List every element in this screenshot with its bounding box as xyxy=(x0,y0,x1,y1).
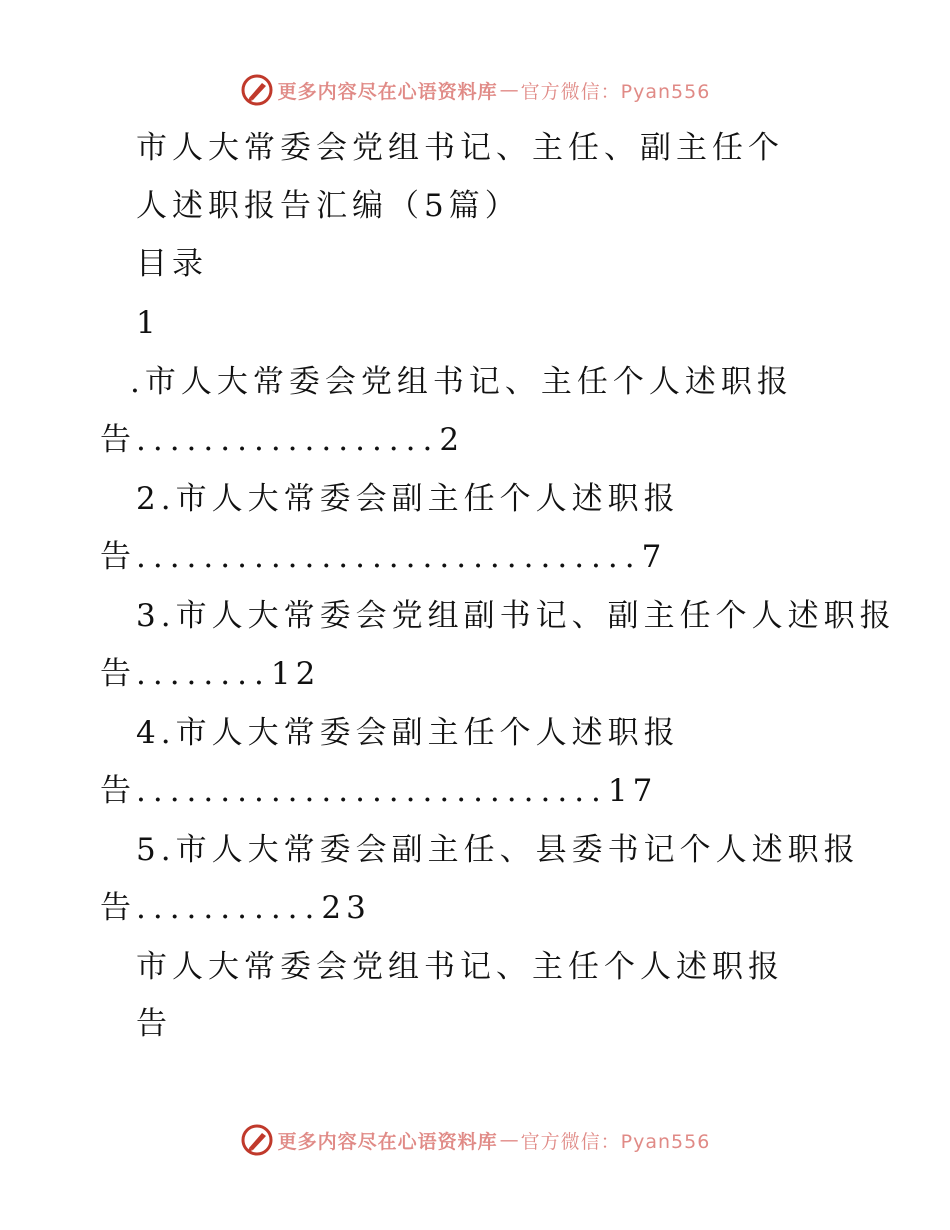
toc-item-1-dots: .................. xyxy=(136,422,440,458)
toc-item-2-dots: .............................. xyxy=(136,539,642,575)
toc-item-3-text: 3.市人大常委会党组副书记、副主任个人述职报 xyxy=(136,598,896,634)
toc-item-4-tail: 告 xyxy=(100,773,136,809)
pen-logo-icon xyxy=(240,1123,274,1157)
toc-item-1-leader[interactable] xyxy=(100,420,464,460)
section-heading-line-2: 告 xyxy=(136,1006,172,1042)
section-heading-line-1: 市人大常委会党组书记、主任个人述职报 xyxy=(136,949,784,985)
toc-item-1-text: .市人大常委会党组书记、主任个人述职报 xyxy=(130,364,793,400)
document-title-line-1: 市人大常委会党组书记、主任、副主任个 xyxy=(136,130,784,166)
banner-dash: — xyxy=(499,1129,519,1151)
toc-item-1-tail: 告 xyxy=(100,422,136,458)
toc-item-1-number: 1 xyxy=(136,305,161,341)
banner-dash: — xyxy=(499,79,519,101)
toc-item-1-page: 2 xyxy=(439,422,465,458)
footer-banner xyxy=(0,1120,950,1160)
toc-item-3-leader[interactable] xyxy=(100,654,320,694)
banner-wechat: 官方微信：Pyan556 xyxy=(520,1130,711,1153)
toc-item-2-leader[interactable] xyxy=(100,537,666,577)
toc-item-4-page: 17 xyxy=(607,773,658,809)
toc-item-4-leader[interactable] xyxy=(100,771,657,811)
toc-item-3-page: 12 xyxy=(270,656,321,692)
toc-item-5-text: 5.市人大常委会副主任、县委书记个人述职报 xyxy=(136,832,860,868)
banner-slogan: 更多内容尽在心语资料库 xyxy=(277,1130,498,1153)
toc-item-3-tail: 告 xyxy=(100,656,136,692)
pen-logo-icon xyxy=(240,73,274,107)
toc-item-4-dots: ............................ xyxy=(136,773,608,809)
toc-item-3-dots: ........ xyxy=(136,656,271,692)
toc-item-2-text: 2.市人大常委会副主任个人述职报 xyxy=(136,481,680,517)
toc-heading: 目录 xyxy=(136,246,208,282)
toc-item-5-tail: 告 xyxy=(100,890,136,926)
toc-item-5-page: 23 xyxy=(321,890,371,926)
toc-item-4-text: 4.市人大常委会副主任个人述职报 xyxy=(136,715,680,751)
banner-wechat: 官方微信：Pyan556 xyxy=(520,80,711,103)
toc-item-2-page: 7 xyxy=(641,539,667,575)
banner-slogan: 更多内容尽在心语资料库 xyxy=(277,80,498,103)
toc-item-5-dots: ........... xyxy=(136,890,322,926)
toc-item-2-tail: 告 xyxy=(100,539,136,575)
toc-item-5-leader[interactable] xyxy=(100,888,371,928)
header-banner xyxy=(0,70,950,110)
document-title-line-2: 人述职报告汇编（5篇） xyxy=(136,188,521,224)
